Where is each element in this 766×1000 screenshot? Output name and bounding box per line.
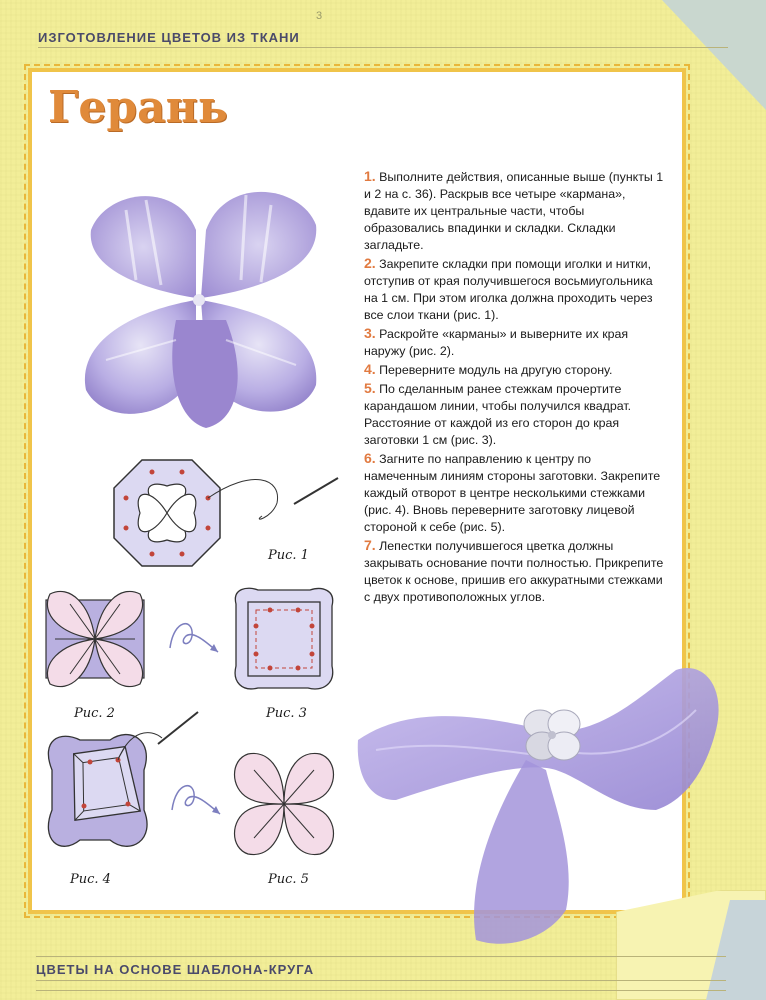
step-6: 6. Загните по направлению к центру по намеченным линиям стороны заготовки. Закрепите каждый отворот в центре несколькими стежками (рис. 4). Вновь переверните заготовку лицевой стороной к себе (рис. 5).: [364, 450, 661, 534]
article-title: Герань: [48, 82, 228, 133]
flower-petal-top-left: [91, 196, 196, 298]
footer-rule-1: [36, 980, 726, 981]
figure-2-diagram: [40, 584, 150, 694]
figure-2-label: Рис. 2: [74, 706, 115, 721]
flower-petal-center-bottom: [172, 320, 237, 428]
brooch-flower: [524, 710, 580, 760]
step-1: 1. Выполните действия, описанные выше (пункты 1 и 2 на с. 36). Раскрыв все четыре «кармана», вдавите их центральные части, чтобы образовались впадинки и складки. Складки загладьте.: [364, 168, 664, 252]
instructions: [364, 168, 666, 607]
flower-petal-top-right: [201, 192, 316, 298]
figure-5-label: Рис. 5: [268, 872, 309, 887]
arrow-icon: [166, 770, 226, 820]
header-rule: [38, 47, 728, 48]
flower-photo: [66, 170, 336, 432]
footer-rule-top: [36, 956, 726, 957]
footer-rule-2: [36, 990, 726, 991]
figure-3-diagram: [228, 584, 340, 696]
section-header: ИЗГОТОВЛЕНИЕ ЦВЕТОВ ИЗ ТКАНИ: [38, 30, 300, 45]
figure-3-label: Рис. 3: [266, 706, 307, 721]
step-5: 5. По сделанным ранее стежкам прочертите карандашом линии, чтобы получился квадрат. Расстояние от каждой из его сторон до края заготовки 1 см (рис. 3).: [364, 380, 632, 447]
page-number: 3: [316, 10, 323, 22]
step-2: 2. Закрепите складки при помощи иголки и нитки, отступив от края получившегося восьмиугольника на 1 см. При этом иголка должна проходить через все слои ткани (рис. 1).: [364, 255, 653, 322]
step-4: 4. Переверните модуль на другую сторону.: [364, 361, 613, 377]
figure-5-diagram: [228, 748, 340, 860]
figure-1-label: Рис. 1: [268, 548, 309, 563]
step-7: 7. Лепестки получившегося цветка должны закрывать основание почти полностью. Прикрепите цветок к основе, пришив его аккуратными стежками с двух противоположных углов.: [364, 537, 664, 604]
needle-icon: [158, 712, 198, 744]
needle-icon: [294, 478, 338, 504]
section-footer: ЦВЕТЫ НА ОСНОВЕ ШАБЛОНА-КРУГА: [36, 962, 315, 977]
step-3: 3. Раскройте «карманы» и выверните их края наружу (рис. 2).: [364, 325, 629, 358]
figure-4-label: Рис. 4: [70, 872, 111, 887]
arrow-icon: [164, 608, 224, 658]
